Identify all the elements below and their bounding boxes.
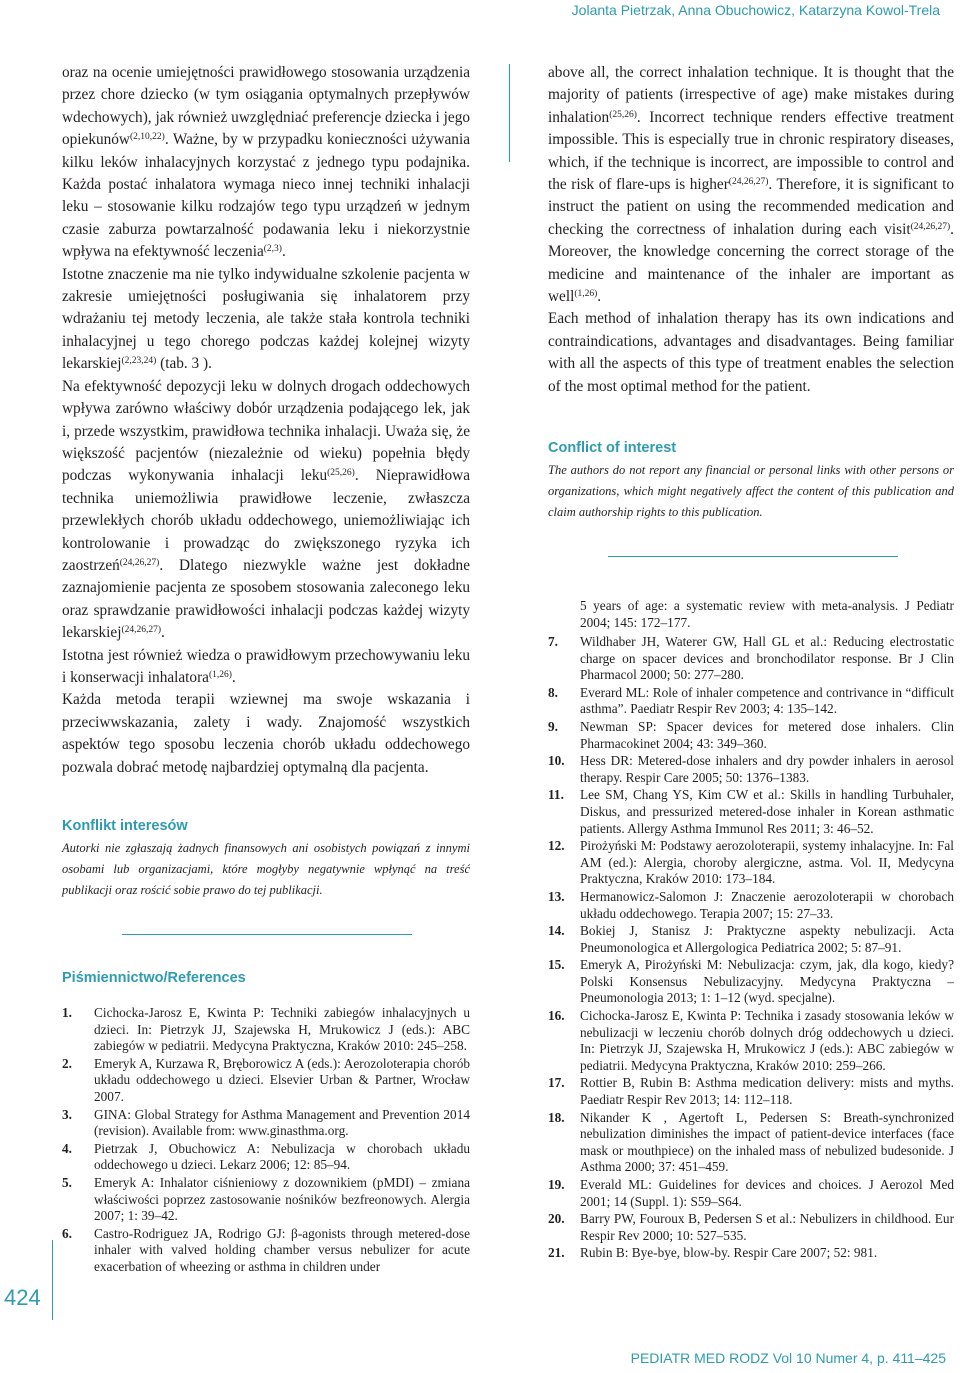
reference-text: Everald ML: Guidelines for devices and choices. J Aerozol Med 2001; 14 (Suppl. 1): S59–S64. [580,1177,954,1209]
page-number: 424 [4,1285,41,1310]
reference-text: Emeryk A: Inhalator ciśnieniowy z dozownikiem (pMDI) – zmiana właściwości poprzez zastosowanie nośników bezfreonowych. Alergia 2007; 1: 39–42. [94,1174,470,1224]
reference-number: 5. [62,1174,72,1190]
references-list-left [62,1005,470,1277]
references-list-right [548,634,954,1263]
reference-item [548,1075,954,1108]
section-divider [608,556,898,557]
reference-text: Cichocka-Jarosz E, Kwinta P: Technika i zasady stosowania leków w nebulizacji w leczeniu chorób dolnych dróg oddechowych u dzieci. In: Pietrzyk JJ, Szajewska H, Mrukowicz J (eds.): ABC zabiegów w pediatrii. Medycyna Praktyczna, Kraków 2010: 259–266. [580,1008,954,1073]
citation: (25,26) [327,468,355,479]
right-column [548,62,954,398]
reference-number: 2. [62,1055,72,1071]
reference-text: Emeryk A, Pirożyński M: Nebulizacja: czym, jak, dla kogo, kiedy? Polski Konsensus Nebulizacyjny. Medycyna Praktyczna – Pneumonologia 2013; 1: 1–12 (wyd. specjalne). [580,957,954,1006]
reference-number: 20. [548,1211,565,1227]
reference-text: GINA: Global Strategy for Asthma Management and Prevention 2014 (revision). Available from: www.ginasthma.org. [94,1106,470,1139]
conflict-text: The authors do not report any financial or personal links with other persons or organizations, which might negatively affect the content of this publication and claim authorship rights to this publication. [548,463,954,519]
reference-number: 17. [548,1075,565,1091]
reference-item [548,1245,954,1262]
reference-text: Lee SM, Chang YS, Kim CW et al.: Skills in handling Turbuhaler, Diskus, and pressurized metered-dose inhaler in Korean asthmatic patients. Allergy Asthma Immunol Res 2011; 3: 46–52. [580,787,954,836]
reference-number: 4. [62,1140,72,1156]
reference-item [548,1110,954,1176]
body-paragraph: Istotna jest również wiedza o prawidłowym przechowywaniu leku i konserwacji inhalatora$^{(1,26)}$. [62,646,470,686]
reference-item [548,889,954,922]
reference-text: Nikander K , Agertoft L, Pedersen S: Breath-synchronized nebulization diminishes the impact of patient-device interfaces (face mask or mouthpiece) on the inhaled mass of nebulized budesonide. J Asthma 2000; 37: 451–459. [580,1109,954,1175]
column-divider-top [509,64,510,162]
reference-text: Barry PW, Fouroux B, Pedersen S et al.: Nebulizers in childhood. Eur Respir Rev 2000; 10: 527–535. [580,1211,954,1243]
reference-item [548,719,954,752]
conflict-heading: Konflikt interesów [62,818,188,834]
section-divider [122,934,412,935]
reference-text: Hess DR: Metered-dose inhalers and dry powder inhalers in aerosol therapy. Respir Care 2005; 50: 1376–1383. [580,753,954,785]
left-column [62,62,470,779]
citation: (25,26) [609,109,637,120]
citation: (1,26) [574,289,598,300]
reference-item [62,1141,470,1174]
reference-item [548,1211,954,1244]
journal-footer: PEDIATR MED RODZ Vol 10 Numer 4, p. 411–425 [630,1350,946,1366]
reference-number: 13. [548,888,565,904]
reference-continuation: 5 years of age: a systematic review with meta-analysis. J Pediatr 2004; 145: 172–177. [580,598,954,630]
reference-item [62,1056,470,1106]
reference-text: Everard ML: Role of inhaler competence and contrivance in “difficult asthma”. Paediatr Respir Rev 2003; 4: 135–142. [580,684,954,717]
reference-text: Rottier B, Rubin B: Asthma medication delivery: mists and myths. Paediatr Respir Rev 2013; 14: 112–118. [580,1075,954,1108]
reference-text: Castro-Rodriguez JA, Rodrigo GJ: β-agonists through metered-dose inhaler with valved holding chamber versus nebulizer for acute exacerbation of wheezing or asthma in children under [94,1225,470,1274]
reference-number: 21. [548,1245,565,1261]
reference-number: 19. [548,1177,565,1192]
reference-number: 6. [62,1225,72,1241]
conflict-text: Autorki nie zgłaszają żadnych finansowych ani osobistych powiązań z innymi osobami lub organizacjami, które mogłyby negatywnie wpłynąć na treść publikacji oraz rościć sobie prawo do tej publikacji. [62,841,470,897]
reference-item [548,753,954,786]
reference-number: 18. [548,1109,565,1125]
citation: (24,26,27) [728,177,769,188]
body-paragraph: above all, the correct inhalation technique. It is thought that the majority of patients (irrespective of age) make mistakes during inhalation$^{(25,26)}$. Incorrect technique renders effective treatment impossible. This is especially true in chronic respiratory diseases, which, if the technique is incorrect, are impossible to control and the risk of flare-ups is higher$^{(24,26,27)}$. Therefore, it is significant to instruct the patient on using the recommended medication and checking the correctness of inhalation during each visit$^{(24,26,27)}$. Moreover, the knowledge concerning the correct storage of the medicine and maintenance of the inhaler are important as well$^{(1,26)}$. [548,64,954,306]
reference-text: Hermanowicz-Salomon J: Znaczenie aerozoloterapii w chorobach układu oddechowego. Terapia 2007; 15: 27–33. [580,888,954,921]
reference-item [548,957,954,1007]
reference-text: Newman SP: Spacer devices for metered dose inhalers. Clin Pharmacokinet 2004; 43: 349–360. [580,718,954,751]
conflict-section-pl [62,818,470,901]
reference-number: 16. [548,1008,565,1024]
reference-item [548,634,954,684]
reference-item [548,685,954,718]
body-paragraph: oraz na ocenie umiejętności prawidłowego stosowania urządzenia przez chore dziecko (w tym osiągania optymalnych przepływów wdechowych), jak również uwzględniać preferencje dziecka i jego opiekunów$^{(2,10,22)}$. Ważne, by w przypadku konieczności używania kilku leków inhalacyjnych korzystać z jednego typu podajnika. Każda postać inhalatora wymaga nieco innej techniki inhalacji leku – stosowanie kilku rodzajów tego typu urządzeń w jednym czasie zaburza powtarzalność podawania leku i niekorzystnie wpływa na efektywność leczenia$^{(2,3)}$. [62,64,470,261]
citation: (24,26,27) [910,221,951,232]
reference-item [62,1226,470,1276]
body-paragraph: Na efektywność depozycji leku w dolnych drogach oddechowych wpływa zarówno właściwy dobór urządzenia podającego lek, jak i, przede wszystkim, prawidłowa technika inhalacji. Uważa się, że większość pacjentów (niezależnie od wieku) popełnia błędy podczas wykonywania inhalacji leku$^{(25,26)}$. Nieprawidłowa technika uniemożliwia prawidłowe leczenie, zwłaszcza przewlekłych chorób układu oddechowego, uniemożliwiając ich kontrolowanie i prowadząc do zwiększonego ryzyka ich zaostrzeń$^{(24,26,27)}$. Dlatego niezwykle ważne jest dokładne zaznajomienie pacjenta ze sposobem stosowania zaleconego leku oraz sprawdzanie prawidłowości inhalacji podczas każdej wizyty lekarskiej$^{(24,26,27)}$. [62,377,470,642]
reference-text: Emeryk A, Kurzawa R, Bręborowicz A (eds.): Aerozoloterapia chorób układu oddechowego u dzieci. Elsevier Urban & Partner, Wrocław 2007. [94,1055,470,1104]
reference-item [548,838,954,888]
reference-number: 10. [548,753,565,769]
conflict-section-en [548,440,954,523]
reference-item [548,923,954,956]
reference-text: Pirożyński M: Podstawy aerozoloterapii, systemy inhalacyjne. In: Fal AM (ed.): Alergia, choroby alergiczne, astma. Vol. II, Medycyna Praktyczna, Kraków 2010: 173–184. [580,838,954,887]
reference-item [548,787,954,837]
citation: (24,26,27) [119,557,160,568]
reference-number: 1. [62,1005,72,1020]
reference-text: Wildhaber JH, Waterer GW, Hall GL et al.: Reducing electrostatic charge on spacer devices and bronchodilator response. Br J Clin Pharmacol 2000; 50: 277–280. [580,634,954,683]
page-number-rule [52,1240,53,1320]
reference-item [548,1008,954,1074]
references-heading: Piśmiennictwo/References [62,970,246,986]
reference-number: 9. [548,718,558,734]
reference-number: 11. [548,787,564,803]
reference-text: Cichocka-Jarosz E, Kwinta P: Techniki zabiegów inhalacyjnych u dzieci. In: Pietrzyk JJ, Szajewska H, Mrukowicz J (eds.): ABC zabiegów w pediatrii. Medycyna Praktyczna, Kraków 2010: 245–258. [94,1005,470,1054]
conflict-heading: Conflict of interest [548,440,677,456]
citation: (2,10,22) [129,132,165,143]
reference-number: 15. [548,957,565,973]
citation: (2,23,24) [121,356,157,367]
reference-item [548,1177,954,1210]
reference-number: 12. [548,838,565,854]
body-paragraph: Istotne znaczenie ma nie tylko indywidualne szkolenie pacjenta w zakresie umiejętności posługiwania się inhalatorem przy wdrażaniu tej metody leczenia, ale także stała kontrola techniki inhalacyjnej u tego chorego podczas każdej kolejnej wizyty lekarskiej$^{(2,23,24)}$ (tab. 3 ). [62,265,470,373]
citation: (24,26,27) [121,625,162,636]
reference-item [62,1175,470,1225]
reference-number: 8. [548,684,558,700]
reference-text: Bokiej J, Stanisz J: Praktyczne aspekty nebulizacji. Acta Pneumonologica et Allergologica Pediatrica 2002; 5: 87–91. [580,923,954,955]
reference-item [62,1005,470,1055]
reference-number: 14. [548,923,565,939]
body-paragraph: Each method of inhalation therapy has its own indications and contraindications, advantages and disadvantages. Being familiar with all the aspects of this type of treatment enables the selection of the most optimal method for the patient. [548,310,954,395]
citation: (1,26) [208,669,232,680]
running-header-authors: Jolanta Pietrzak, Anna Obuchowicz, Katarzyna Kowol-Trela [571,2,940,18]
reference-text: Rubin B: Bye-bye, blow-by. Respir Care 2007; 52: 981. [580,1245,878,1261]
reference-item [62,1107,470,1140]
reference-number: 7. [548,634,558,649]
citation: (2,3) [263,244,282,255]
reference-text: Pietrzak J, Obuchowicz A: Nebulizacja w chorobach układu oddechowego u dzieci. Lekarz 2006; 12: 85–94. [94,1140,470,1173]
reference-number: 3. [62,1106,72,1122]
body-paragraph: Każda metoda terapii wziewnej ma swoje wskazania i przeciwwskazania, zalety i wady. Znajomość wszystkich aspektów tego sposobu leczenia chorób układu oddechowego pozwala dobrać metodę najbardziej optymalną dla pacjenta. [62,691,470,776]
